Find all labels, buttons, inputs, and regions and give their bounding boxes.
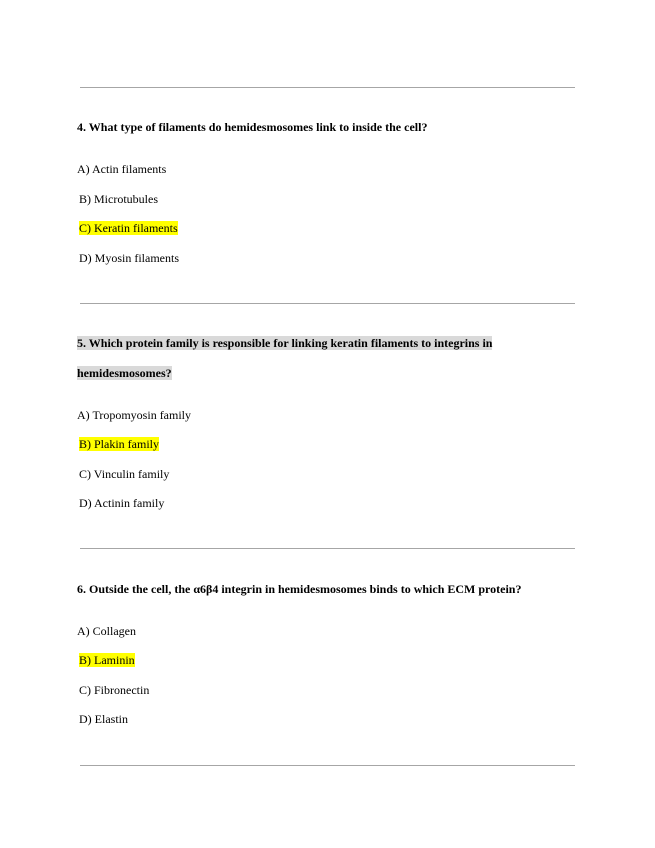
question-5-text-line-2: hemidesmosomes? [77, 366, 172, 380]
highlighted-answer: B) Plakin family [79, 437, 159, 451]
question-6-prompt [77, 581, 521, 597]
divider [80, 765, 575, 766]
question-4-option-b [79, 191, 158, 207]
option-label: A) Tropomyosin family [77, 408, 192, 422]
question-5-text-line-1: 5. Which protein family is responsible for linking keratin filaments to integrins in [77, 336, 493, 350]
question-6-option-b [79, 652, 135, 668]
question-6-text: 6. Outside the cell, the α6β4 integrin in hemidesmosomes binds to which ECM protein? [77, 582, 522, 596]
question-4-option-c [79, 220, 178, 236]
divider [80, 303, 575, 304]
question-4-option-a [77, 161, 166, 177]
question-5-prompt-line-1 [77, 335, 492, 351]
option-label: A) Collagen [77, 624, 136, 638]
option-label: D) Myosin filaments [79, 251, 179, 265]
divider [80, 548, 575, 549]
divider [80, 87, 575, 88]
question-4-prompt [77, 119, 427, 135]
question-5-option-a [77, 407, 191, 423]
option-label: C) Vinculin family [79, 467, 170, 481]
question-6-option-d [79, 711, 128, 727]
option-label: B) Microtubules [79, 192, 158, 206]
question-4-text: 4. What type of filaments do hemidesmosomes link to inside the cell? [77, 120, 428, 134]
highlighted-answer: C) Keratin filaments [79, 221, 178, 235]
highlighted-answer: B) Laminin [79, 653, 135, 667]
question-5-option-c [79, 466, 169, 482]
question-5-option-b [79, 436, 159, 452]
question-4-option-d [79, 250, 179, 266]
option-label: C) Fibronectin [79, 683, 150, 697]
question-6-option-c [79, 682, 149, 698]
option-label: A) Actin filaments [77, 162, 167, 176]
question-5-prompt-line-2 [77, 365, 172, 381]
question-6-option-a [77, 623, 136, 639]
option-label: D) Elastin [79, 712, 128, 726]
question-5-option-d [79, 495, 164, 511]
option-label: D) Actinin family [79, 496, 165, 510]
